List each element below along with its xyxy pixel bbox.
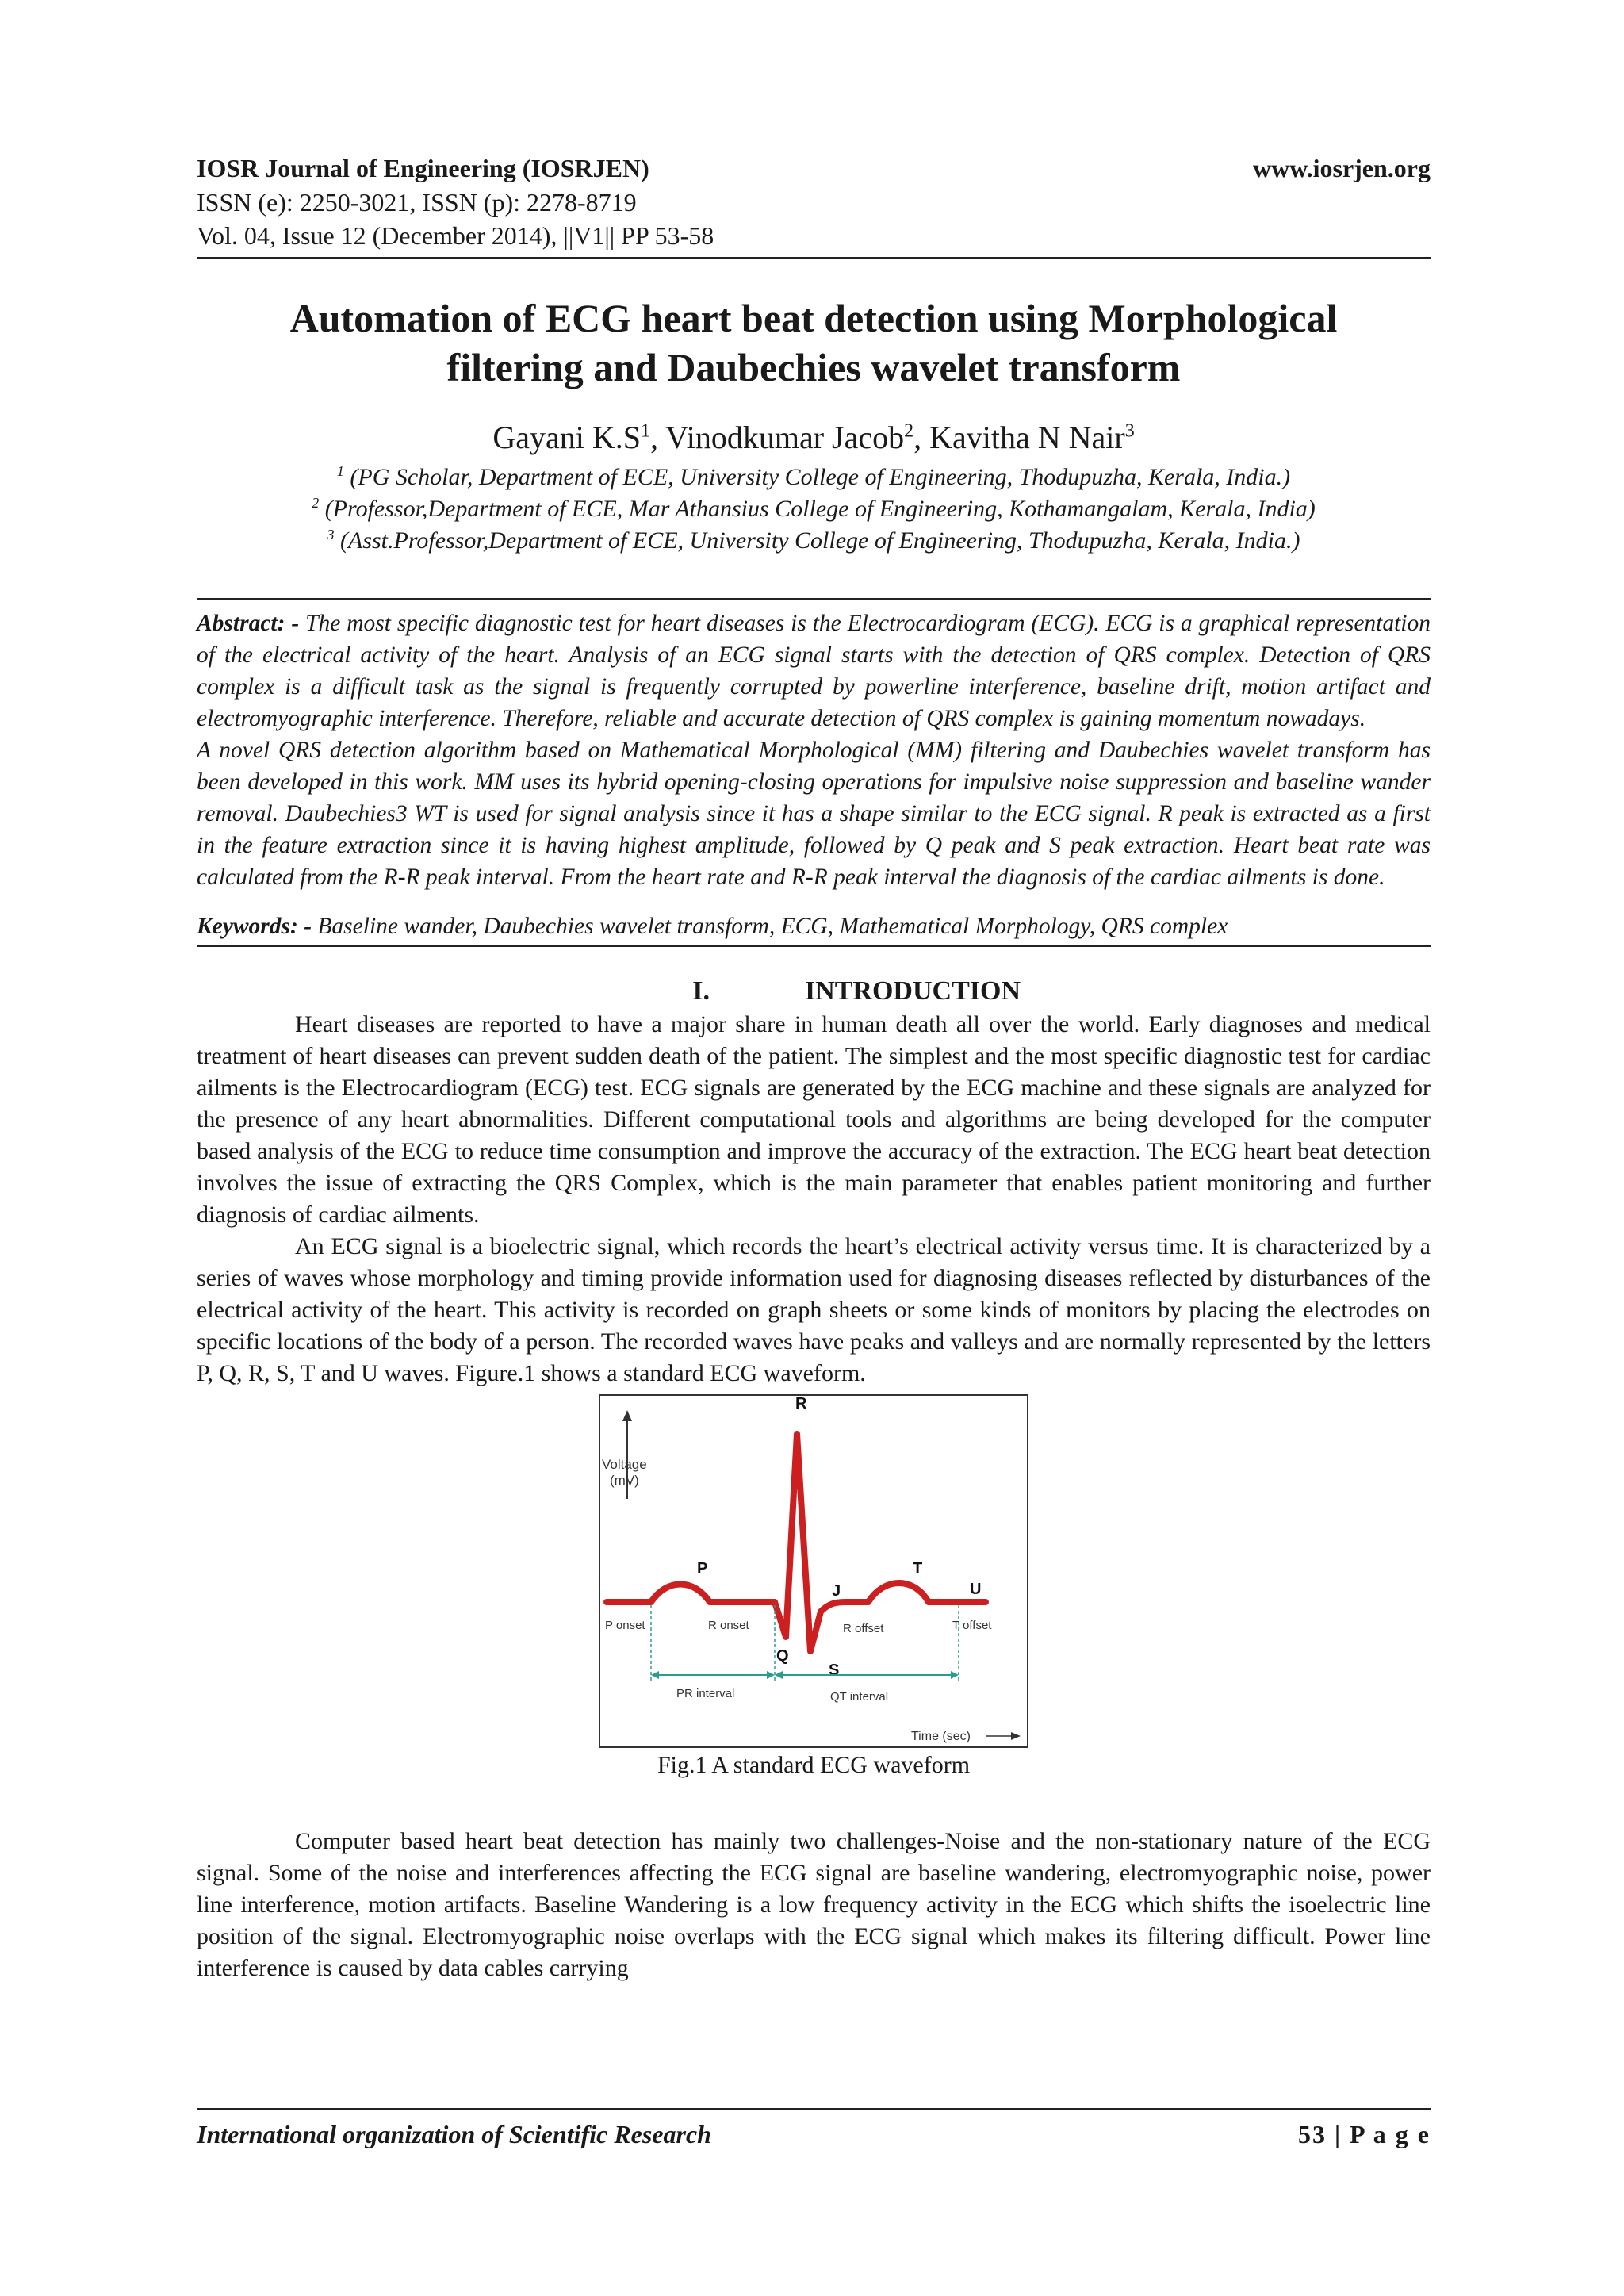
abstract-top-rule (197, 598, 1431, 600)
affiliation-list (197, 462, 1431, 557)
u-wave-label: U (970, 1581, 982, 1598)
figure-caption: Fig.1 A standard ECG waveform (657, 1752, 971, 1778)
keywords-line (197, 910, 1431, 947)
arrowhead-icon (767, 1671, 775, 1679)
intro-paragraph-3: Computer based heart beat detection has mainly two challenges-Noise and the non-stationary nature of the ECG signal. Some of the noise and interferences affecting the ECG signal are baseline wandering, electromyographic noise, power line interference, motion artifacts. Baseline Wandering is a low frequency activity in the ECG which shifts the isoelectric line position of the signal. Electromyographic noise overlaps with the ECG signal which makes its filtering difficult. Power line interference is caused by data cables carrying (197, 1828, 1431, 1981)
qt-interval-label: QT interval (830, 1690, 889, 1704)
t-offset-label: T offset (952, 1619, 992, 1632)
abstract-paragraph-1 (197, 608, 1431, 734)
author-name: Kavitha N Nair (929, 420, 1125, 455)
time-axis-label: Time (sec) (911, 1730, 971, 1743)
ecg-waveform-diagram (600, 1396, 1027, 1746)
arrowhead-icon (651, 1671, 659, 1679)
abstract-label: Abstract: - (197, 611, 300, 636)
p-wave-label: P (697, 1560, 708, 1577)
author-name: Vinodkumar Jacob (665, 420, 905, 455)
ecg-trace (607, 1434, 986, 1651)
volume-line: Vol. 04, Issue 12 (December 2014), ||V1|| PP 53-58 (197, 221, 714, 250)
author-list (197, 419, 1431, 457)
figure-1 (197, 1394, 1431, 1781)
intro-paragraph-2: An ECG signal is a bioelectric signal, which records the heart’s electrical activity versus time. It is characterized by a series of waves whose morphology and timing provide information used for diagnosing diseases reflected by disturbances of the electrical activity of the heart. This activity is recorded on graph sheets or some kinds of monitors by placing the electrodes on specific locations of the body of a person. The recorded waves have peaks and valleys and are normally represented by the letters P, Q, R, S, T and U waves. Figure.1 shows a standard ECG waveform. (197, 1233, 1431, 1386)
author-sep: , (649, 420, 666, 455)
r-onset-label: R onset (708, 1619, 749, 1632)
voltage-label: Voltage (602, 1457, 647, 1472)
pr-interval-label: PR interval (676, 1687, 735, 1700)
author-sup: 3 (1124, 420, 1135, 442)
affiliation-text: (Professor,Department of ECE, Mar Athansius College of Engineering, Kothamangalam, Kerala, India) (319, 496, 1316, 522)
keywords-text: Baseline wander, Daubechies wavelet transform, ECG, Mathematical Morphology, QRS complex (312, 914, 1228, 939)
section-heading (197, 974, 1431, 1009)
time-axis-arrow-icon (1011, 1732, 1021, 1740)
affiliation-sup: 2 (312, 495, 320, 511)
paper-title (197, 293, 1431, 392)
affiliation-text: (PG Scholar, Department of ECE, University College of Engineering, Thodupuzha, Kerala, India.) (343, 464, 1291, 490)
paper-page (197, 151, 1431, 2276)
affiliation-3 (197, 525, 1431, 557)
p-onset-label: P onset (605, 1619, 645, 1632)
section-title: INTRODUCTION (804, 976, 1021, 1006)
page-footer (197, 2108, 1431, 2151)
title-line-2: filtering and Daubechies wavelet transform (446, 345, 1181, 389)
ecg-figure-frame (599, 1394, 1028, 1748)
keywords-label: Keywords: - (197, 914, 312, 939)
abstract-paragraph-2: A novel QRS detection algorithm based on Mathematical Morphological (MM) filtering and Daubechies wavelet transform has been developed in this work. MM uses its hybrid opening-closing operations for impulsive noise suppression and baseline wander removal. Daubechies3 WT is used for signal analysis since it has a shape similar to the ECG signal. R peak is extracted as a first in the feature extraction since it is having highest amplitude, followed by Q peak and S peak extraction. Heart beat rate was calculated from the R-R peak interval. From the heart rate and R-R peak interval the diagnosis of the cardiac ailments is done. (197, 738, 1431, 890)
affiliation-text: (Asst.Professor,Department of ECE, University College of Engineering, Thodupuzha, Kerala, India.) (334, 527, 1300, 554)
author-name: Gayani K.S (492, 420, 641, 455)
section-number: I. (692, 976, 710, 1006)
affiliation-2 (197, 493, 1431, 525)
interval-markers (651, 1605, 959, 1681)
affiliation-sup: 1 (336, 463, 344, 479)
abstract-text-1: The most specific diagnostic test for heart diseases is the Electrocardiogram (ECG). ECG is a graphical representation of the electrical activity of the heart. Analysis of an ECG signal starts with the detection of QRS complex. Detection of QRS complex is a difficult task as the signal is frequently corrupted by powerline interference, baseline drift, motion artifact and electromyographic interference. Therefore, reliable and accurate detection of QRS complex is gaining momentum nowadays. (197, 611, 1431, 731)
journal-header (197, 151, 1431, 259)
j-point-label: J (832, 1582, 841, 1600)
abstract-section (197, 588, 1431, 947)
author-sup: 2 (904, 420, 914, 442)
author-sep: , (914, 420, 930, 455)
voltage-unit-label: (mV) (610, 1473, 639, 1488)
arrowhead-icon (951, 1671, 959, 1679)
page-number: 53 | P a g e (1297, 2120, 1431, 2148)
journal-website-link[interactable]: www.iosrjen.org (1253, 154, 1431, 182)
r-peak-label: R (795, 1396, 807, 1412)
r-offset-label: R offset (843, 1622, 884, 1635)
voltage-axis-arrow-icon (622, 1410, 632, 1421)
issn-line: ISSN (e): 2250-3021, ISSN (p): 2278-8719 (197, 188, 637, 217)
s-wave-label: S (829, 1662, 840, 1679)
journal-name: IOSR Journal of Engineering (IOSRJEN) (197, 154, 649, 182)
title-line-1: Automation of ECG heart beat detection using Morphological (289, 296, 1338, 340)
t-wave-label: T (913, 1560, 923, 1577)
affiliation-1 (197, 462, 1431, 493)
affiliation-sup: 3 (327, 527, 335, 542)
footer-organization: International organization of Scientific Research (197, 2120, 711, 2148)
q-wave-label: Q (776, 1647, 789, 1665)
arrowhead-icon (775, 1671, 783, 1679)
intro-paragraph-1: Heart diseases are reported to have a major share in human death all over the world. Early diagnoses and medical treatment of heart diseases can prevent sudden death of the patient. The simplest and the most specific diagnostic test for cardiac ailments is the Electrocardiogram (ECG) test. ECG signals are generated by the ECG machine and these signals are analyzed for the presence of any heart abnormalities. Different computational tools and algorithms are being developed for the computer based analysis of the ECG to reduce time consumption and improve the accuracy of the extraction. The ECG heart beat detection involves the issue of extracting the QRS Complex, which is the main parameter that enables patient monitoring and further diagnosis of cardiac ailments. (197, 1011, 1431, 1228)
author-sup: 1 (640, 420, 650, 442)
